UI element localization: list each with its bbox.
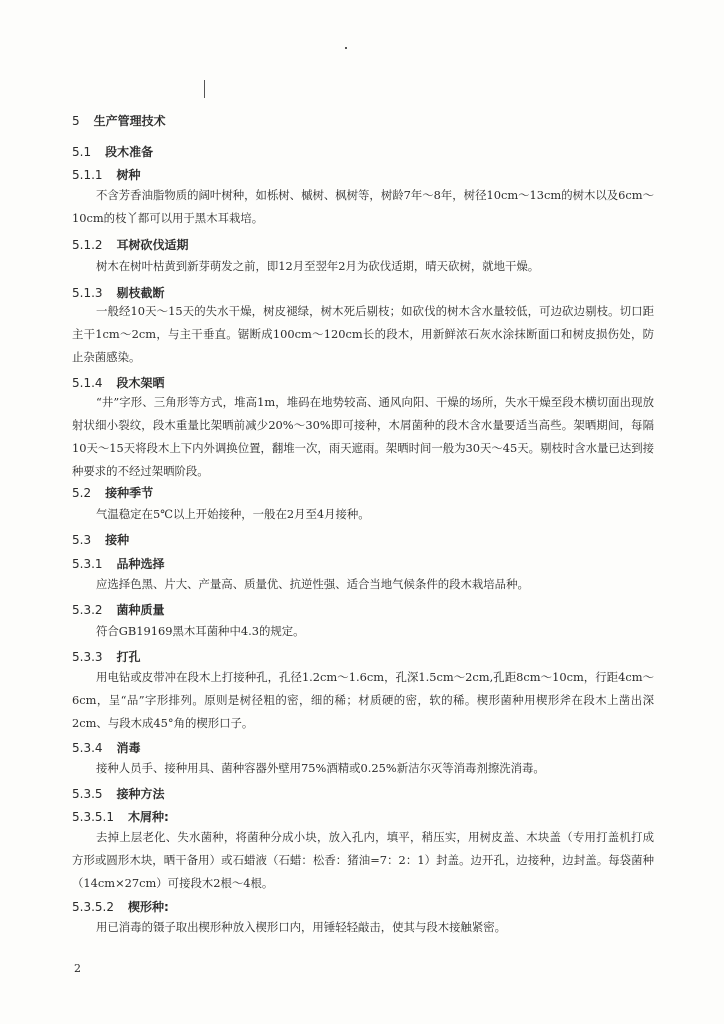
section-number: 5.3.4 [72,741,103,755]
section-title: 接种方法 [116,787,165,801]
section-heading [72,166,141,183]
section-heading [72,284,165,301]
section-number: 5.3.3 [72,650,103,664]
section-title: 接种 [105,533,130,547]
section-number: 5.3.5.1 [72,810,114,824]
body-paragraph: 去掉上层老化、失水菌种，将菌种分成小块，放入孔内，填平，稍压实，用树皮盖、木块盖（专用打盖机打成方形或圆形木块，晒干备用）或石蜡液（石蜡：松香：猪油=7：2：1）封盖。边开孔，边接种，边封盖。每袋菌种（14cm×27cm）可接段木2根～4根。 [72,830,654,890]
body-paragraph: 接种人员手、接种用具、菌种容器外壁用75%酒精或0.25%新洁尔灭等消毒剂擦洗消毒。 [96,761,545,775]
section-title: 段木架晒 [116,376,165,390]
body-paragraph: 用电钻或皮带冲在段木上打接种孔，孔径1.2cm～1.6cm，孔深1.5cm～2cm,孔距8cm～10cm，行距4cm～6cm，呈“品”字形排列。原则是树径粗的密，细的稀；材质硬的密，软的稀。楔形菌种用楔形斧在段木上凿出深2cm、与段木成45°角的楔形口子。 [72,670,654,730]
section-heading [72,898,169,915]
section-heading [72,112,166,129]
section-number: 5.1 [72,145,92,159]
scan-mark [204,80,205,98]
section-heading [72,739,141,756]
section-number: 5.3 [72,533,92,547]
section-heading [72,601,165,618]
section-title: 楔形种: [127,900,169,914]
body-paragraph: “井”字形、三角形等方式，堆高1m，堆码在地势较高、通风向阳、干燥的场所，失水干燥至段木横切面出现放射状细小裂纹，段木重量比架晒前减少20%～30%即可接种，木屑菌种的段木含水量要适当高些。架晒期间，每隔10天～15天将段木上下内外调换位置，翻堆一次，雨天遮雨。架晒时间一般为30天～45天。剔枝时含水量已达到接种要求的不经过架晒阶段。 [72,395,654,478]
section-number: 5.2 [72,486,92,500]
body-paragraph: 应选择色黑、片大、产量高、质量优、抗逆性强、适合当地气候条件的段木栽培品种。 [96,577,529,591]
section-number: 5.1.1 [72,168,103,182]
section-heading [72,808,169,825]
section-title: 消毒 [116,741,141,755]
body-paragraph: 一般经10天～15天的失水干燥，树皮褪绿，树木死后剔枝；如砍伐的树木含水量较低，可边砍边剔枝。切口距主干1cm～2cm，与主干垂直。锯断成100cm～120cm长的段木，用新鲜浓石灰水涂抹断面口和树皮损伤处，防止杂菌感染。 [72,304,654,364]
section-heading [72,555,165,572]
body-paragraph: 用已消毒的镊子取出楔形种放入楔形口内，用锤轻轻敲击，使其与段木接触紧密。 [96,920,507,934]
section-number: 5.1.3 [72,286,103,300]
section-number: 5.3.1 [72,557,103,571]
body-paragraph: 符合GB19169黑木耳菌种中4.3的规定。 [96,624,305,638]
section-title: 菌种质量 [116,603,165,617]
page-number: 2 [74,962,81,975]
section-heading [72,143,153,160]
section-title: 树种 [116,168,141,182]
section-number: 5.3.5.2 [72,900,114,914]
section-heading [72,648,141,665]
section-title: 接种季节 [105,486,154,500]
scan-dot [345,47,347,49]
section-number: 5.3.5 [72,787,103,801]
section-title: 耳树砍伐适期 [116,238,189,252]
section-number: 5.1.4 [72,376,103,390]
body-paragraph: 树木在树叶枯黄到新芽萌发之前，即12月至翌年2月为砍伐适期，晴天砍树，就地干燥。 [96,259,540,273]
section-title: 木屑种: [127,810,169,824]
body-paragraph: 不含芳香油脂物质的阔叶树种，如栎树、槭树、枫树等，树龄7年～8年，树径10cm～13cm的树木以及6cm～10cm的枝丫都可以用于黑木耳栽培。 [72,188,654,225]
section-heading [72,484,153,501]
section-heading [72,374,165,391]
section-number: 5.3.2 [72,603,103,617]
section-title: 剔枝截断 [116,286,165,300]
section-number: 5 [72,114,80,128]
section-heading [72,236,189,253]
body-paragraph: 气温稳定在5℃以上开始接种，一般在2月至4月接种。 [96,507,370,521]
section-title: 品种选择 [116,557,165,571]
section-number: 5.1.2 [72,238,103,252]
section-heading [72,531,129,548]
section-title: 打孔 [116,650,141,664]
section-title: 段木准备 [105,145,154,159]
section-title: 生产管理技术 [93,114,166,128]
section-heading [72,785,165,802]
